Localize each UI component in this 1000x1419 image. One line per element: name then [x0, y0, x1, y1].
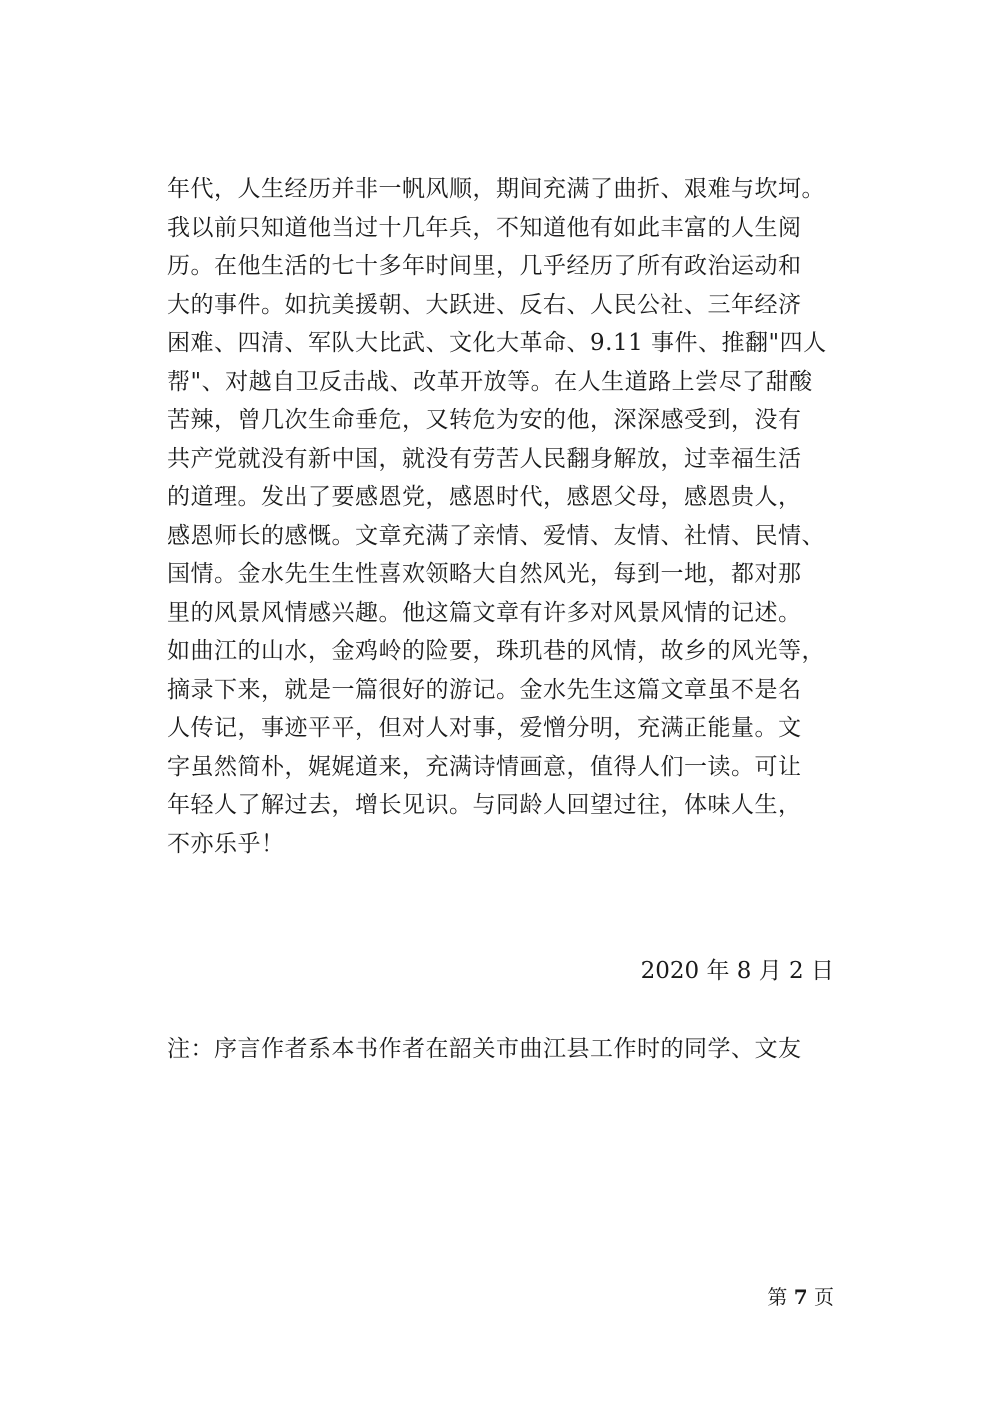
text-line: 如曲江的山水，金鸡岭的险要，珠玑巷的风情，故乡的风光等， [167, 638, 825, 664]
text-line: 苦辣，曾几次生命垂危，又转危为安的他，深深感受到，没有 [167, 407, 802, 433]
text-line: 帮"、对越自卫反击战、改革开放等。在人生道路上尝尽了甜酸 [167, 368, 813, 395]
page-number-value: 7 [793, 1285, 808, 1309]
page-number [767, 1283, 834, 1311]
author-note: 注：序言作者系本书作者在韶关市曲江县工作时的同学、文友 [167, 1036, 802, 1062]
text-line: 字虽然简朴，娓娓道来，充满诗情画意，值得人们一读。可让 [167, 753, 802, 780]
text-line: 国情。金水先生生性喜欢领略大自然风光，每到一地，都对那 [167, 561, 802, 587]
text-line: 共产党就没有新中国，就没有劳苦人民翻身解放，过幸福生活 [167, 445, 802, 472]
text-line: 我以前只知道他当过十几年兵，不知道他有如此丰富的人生阅 [167, 214, 802, 241]
text-line: 摘录下来，就是一篇很好的游记。金水先生这篇文章虽不是名 [167, 676, 802, 703]
text-line: 人传记，事迹平平，但对人对事，爱憎分明，充满正能量。文 [167, 715, 802, 741]
page-number-suffix: 页 [814, 1285, 834, 1309]
text-line: 年轻人了解过去，增长见识。与同龄人回望过往，体味人生， [167, 792, 802, 818]
text-line: 大的事件。如抗美援朝、大跃进、反右、人民公社、三年经济 [167, 291, 802, 318]
page-number-prefix: 第 [767, 1285, 788, 1309]
body-text [167, 170, 847, 863]
document-date: 2020 年 8 月 2 日 [640, 958, 834, 984]
text-line: 感恩师长的感慨。文章充满了亲情、爱情、友情、社情、民情、 [167, 522, 825, 549]
text-line: 年代，人生经历并非一帆风顺，期间充满了曲折、艰难与坎坷。 [167, 176, 825, 202]
text-line: 历。在他生活的七十多年时间里，几乎经历了所有政治运动和 [167, 253, 802, 279]
text-line: 的道理。发出了要感恩党，感恩时代，感恩父母，感恩贵人， [167, 484, 802, 510]
text-line: 不亦乐乎！ [167, 830, 285, 857]
text-line: 困难、四清、军队大比武、文化大革命、9.11 事件、推翻"四人 [167, 330, 827, 356]
text-line: 里的风景风情感兴趣。他这篇文章有许多对风景风情的记述。 [167, 599, 802, 626]
